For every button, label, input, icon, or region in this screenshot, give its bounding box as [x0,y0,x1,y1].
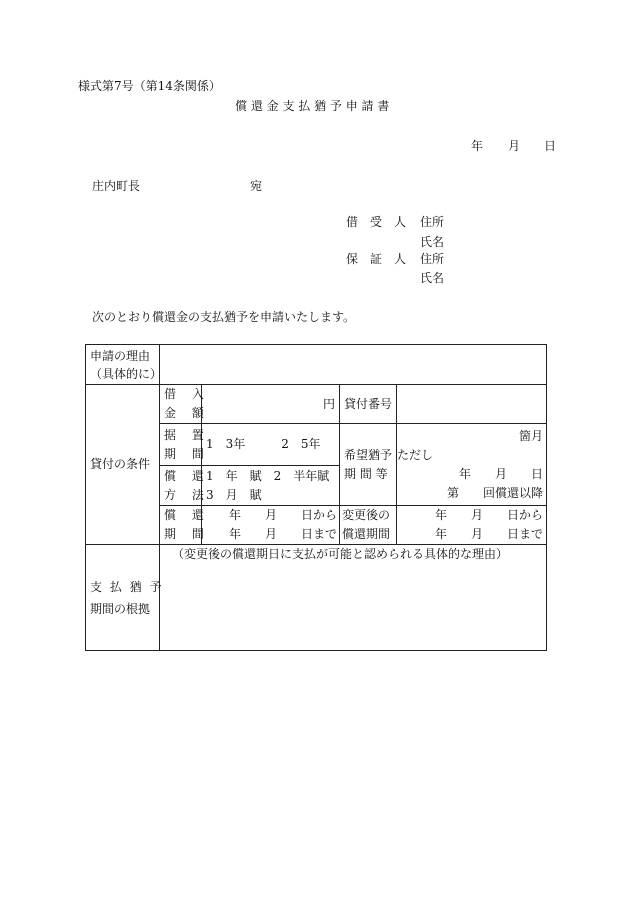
repay-method-label-line2: 方 法 [164,487,210,502]
repay-method-line1: 1 年 賦 2 半年賦 [206,468,330,483]
repay-period-label-line1: 償 還 [164,508,210,522]
loan-number-field[interactable] [397,385,547,424]
basis-label [86,545,164,651]
loan-amount-label-line1: 借 入 [164,387,210,401]
changed-period-to: 年 月 日まで [434,527,543,541]
repay-period-label [160,506,210,545]
addressee-name: 庄内町長 [92,179,141,193]
reason-field[interactable] [160,345,547,385]
changed-period-label [340,506,397,545]
reason-label-line2: （具体的に） [90,366,163,381]
guarantor-address-label: 住所 [420,252,445,266]
deferment-label-line1: 据 置 [164,427,210,442]
date-month: 月 [508,139,521,153]
changed-period-from: 年 月 日から [434,508,543,522]
loan-amount-row [86,385,547,424]
changed-period-field[interactable] [397,506,547,545]
repay-period-from: 年 月 日から [228,508,337,522]
desired-deferment-label [340,424,397,506]
repay-method-label-line1: 償 還 [164,468,210,483]
basis-field[interactable] [160,545,547,651]
basis-hint: （変更後の償還期日に支払が可能と認められる具体的な理由） [172,547,509,561]
reason-label [86,345,163,385]
form-number: 様式第7号（第14条関係） [78,79,221,93]
repay-period-label-line2: 期 間 [164,527,210,541]
deferment-label-line2: 期 間 [164,446,210,461]
changed-period-line2: 償還期間 [342,527,391,541]
application-table [85,344,547,651]
reason-label-line1: 申請の理由 [90,348,151,363]
nth-payment: 第 回償還以降 [446,485,543,500]
deferment-label [160,424,210,466]
borrower-role: 借 受 人 [346,215,407,229]
desired-date: 年 月 日 [458,466,543,481]
changed-period-line1: 変更後の [342,508,391,522]
desired-deferment-line2: 期 間 等 [344,466,388,481]
date-day: 日 [544,139,557,153]
loan-amount-field[interactable] [202,385,340,424]
repay-method-options[interactable] [202,466,340,506]
repay-period-field[interactable] [202,506,340,545]
loan-conditions-label: 貸付の条件 [86,385,160,545]
desired-deferment-field[interactable] [397,424,547,506]
repay-period-to: 年 月 日まで [228,527,337,541]
desired-deferment-line1: 希望猶予 [344,447,393,462]
borrower-address-label: 住所 [420,215,445,229]
intro-text: 次のとおり償還金の支払猶予を申請いたします。 [92,310,356,324]
date-year: 年 [471,139,484,153]
basis-label-line1: 支 払 猶 予 [90,579,164,594]
basis-label-line2: 期間の根拠 [90,601,151,616]
guarantor-name-label: 氏名 [420,271,445,285]
loan-amount-label [160,385,210,424]
deferment-options[interactable]: 1 3年 2 5年 [202,424,340,466]
reason-row [86,345,547,385]
repay-method-line2: 3 月 賦 [206,487,262,502]
months-unit: 箇月 [518,428,543,443]
basis-row [86,545,547,651]
tadashi-text: ただし [397,447,434,462]
addressee-honorific: 宛 [250,179,263,193]
loan-amount-label-line2: 金 額 [164,406,210,420]
repay-method-label [160,466,210,506]
loan-number-label: 貸付番号 [340,385,397,424]
borrower-name-label: 氏名 [420,235,445,249]
page-title: 償 還 金 支 払 猶 予 申 請 書 [235,99,390,113]
yen-unit: 円 [322,396,335,411]
guarantor-role: 保 証 人 [346,252,407,266]
